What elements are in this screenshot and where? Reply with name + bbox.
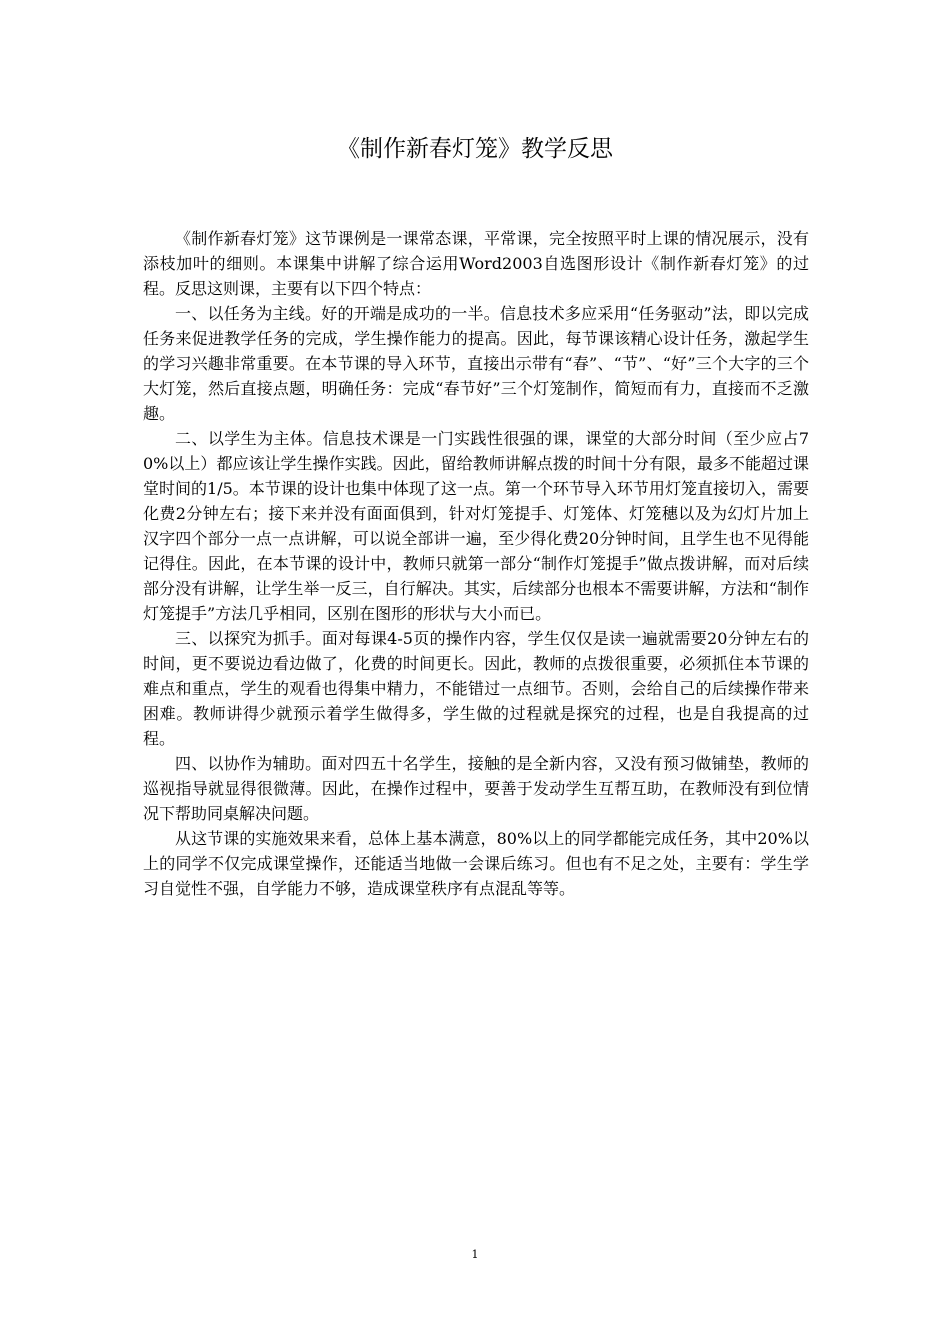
document-body xyxy=(143,226,809,901)
paragraph-intro: 《制作新春灯笼》这节课例是一课常态课，平常课，完全按照平时上课的情况展示，没有添枝加叶的细则。本课集中讲解了综合运用Word2003自选图形设计《制作新春灯笼》的过程。反思这则课，主要有以下四个特点： xyxy=(143,229,809,298)
paragraph-point-1: 一、以任务为主线。好的开端是成功的一半。信息技术多应采用“任务驱动”法，即以完成任务来促进教学任务的完成，学生操作能力的提高。因此，每节课该精心设计任务，激起学生的学习兴趣非常重要。在本节课的导入环节，直接出示带有“春”、“节”、“好”三个大字的三个大灯笼，然后直接点题，明确任务：完成“春节好”三个灯笼制作，简短而有力，直接而不乏激趣。 xyxy=(143,304,809,423)
paragraph-point-4: 四、以协作为辅助。面对四五十名学生，接触的是全新内容，又没有预习做铺垫，教师的巡视指导就显得很微薄。因此，在操作过程中，要善于发动学生互帮互助，在教师没有到位情况下帮助同桌解决问题。 xyxy=(143,754,809,823)
page-title: 《制作新春灯笼》教学反思 xyxy=(337,136,613,162)
page-number: 1 xyxy=(471,1248,479,1261)
paragraph-conclusion: 从这节课的实施效果来看，总体上基本满意，80%以上的同学都能完成任务，其中20%以上的同学不仅完成课堂操作，还能适当地做一会课后练习。但也有不足之处，主要有：学生学习自觉性不强，自学能力不够，造成课堂秩序有点混乱等等。 xyxy=(143,829,809,898)
paragraph-point-3: 三、以探究为抓手。面对每课4-5页的操作内容，学生仅仅是读一遍就需要20分钟左右的时间，更不要说边看边做了，化费的时间更长。因此，教师的点拨很重要，必须抓住本节课的难点和重点，学生的观看也得集中精力，不能错过一点细节。否则，会给自己的后续操作带来困难。教师讲得少就预示着学生做得多，学生做的过程就是探究的过程，也是自我提高的过程。 xyxy=(143,629,809,748)
paragraph-point-2: 二、以学生为主体。信息技术课是一门实践性很强的课，课堂的大部分时间（至少应占70%以上）都应该让学生操作实践。因此，留给教师讲解点拨的时间十分有限，最多不能超过课堂时间的1/5。本节课的设计也集中体现了这一点。第一个环节导入环节用灯笼直接切入，需要化费2分钟左右；接下来并没有面面俱到，针对灯笼提手、灯笼体、灯笼穗以及为幻灯片加上汉字四个部分一点一点讲解，可以说全部讲一遍，至少得化费20分钟时间，且学生也不见得能记得住。因此，在本节课的设计中，教师只就第一部分“制作灯笼提手”做点拨讲解，而对后续部分没有讲解，让学生举一反三，自行解决。其实，后续部分也根本不需要讲解，方法和“制作灯笼提手”方法几乎相同，区别在图形的形状与大小而已。 xyxy=(143,429,809,623)
